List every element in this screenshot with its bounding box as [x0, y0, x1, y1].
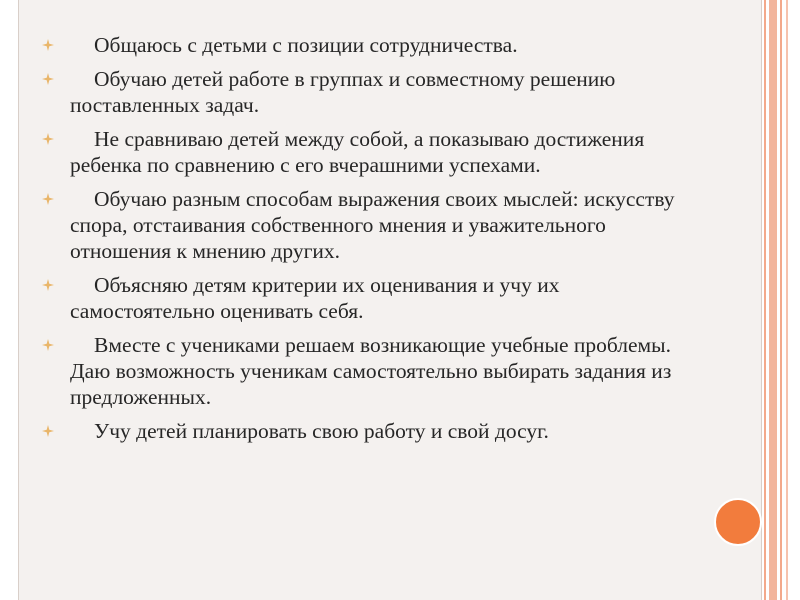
list-item	[42, 272, 682, 324]
diamond-bullet-icon	[42, 279, 54, 291]
bullet-text: Объясняю детям критерии их оценивания и учу их самостоятельно оценивать себя.	[70, 273, 560, 323]
bullet-text: Обучаю детей работе в группах и совместному решению поставленных задач.	[70, 67, 616, 117]
list-item	[42, 332, 682, 410]
decorative-rail	[769, 0, 777, 600]
diamond-bullet-icon	[42, 193, 54, 205]
list-item	[42, 126, 682, 178]
bullet-text: Не сравниваю детей между собой, а показываю достижения ребенка по сравнению с его вчерашними успехами.	[70, 127, 645, 177]
diamond-bullet-icon	[42, 339, 54, 351]
list-item	[42, 66, 682, 118]
diamond-bullet-icon	[42, 425, 54, 437]
list-item	[42, 32, 682, 58]
bullet-text: Обучаю разным способам выражения своих мыслей: искусству спора, отстаивания собственного мнения и уважительного отношения к мнению других.	[70, 187, 675, 263]
decorative-rail	[780, 0, 782, 600]
decorative-rail	[786, 0, 788, 600]
list-item	[42, 186, 682, 264]
bullet-text: Вместе с учениками решаем возникающие учебные проблемы. Даю возможность ученикам самостоятельно выбирать задания из предложенных.	[70, 333, 672, 409]
bullet-list	[42, 32, 682, 452]
diamond-bullet-icon	[42, 133, 54, 145]
bullet-text: Общаюсь с детьми с позиции сотрудничества.	[94, 33, 518, 57]
list-item	[42, 418, 682, 444]
diamond-bullet-icon	[42, 73, 54, 85]
decorative-circle	[714, 498, 762, 546]
bullet-text: Учу детей планировать свою работу и свой досуг.	[94, 419, 549, 443]
decorative-rail	[764, 0, 766, 600]
diamond-bullet-icon	[42, 39, 54, 51]
